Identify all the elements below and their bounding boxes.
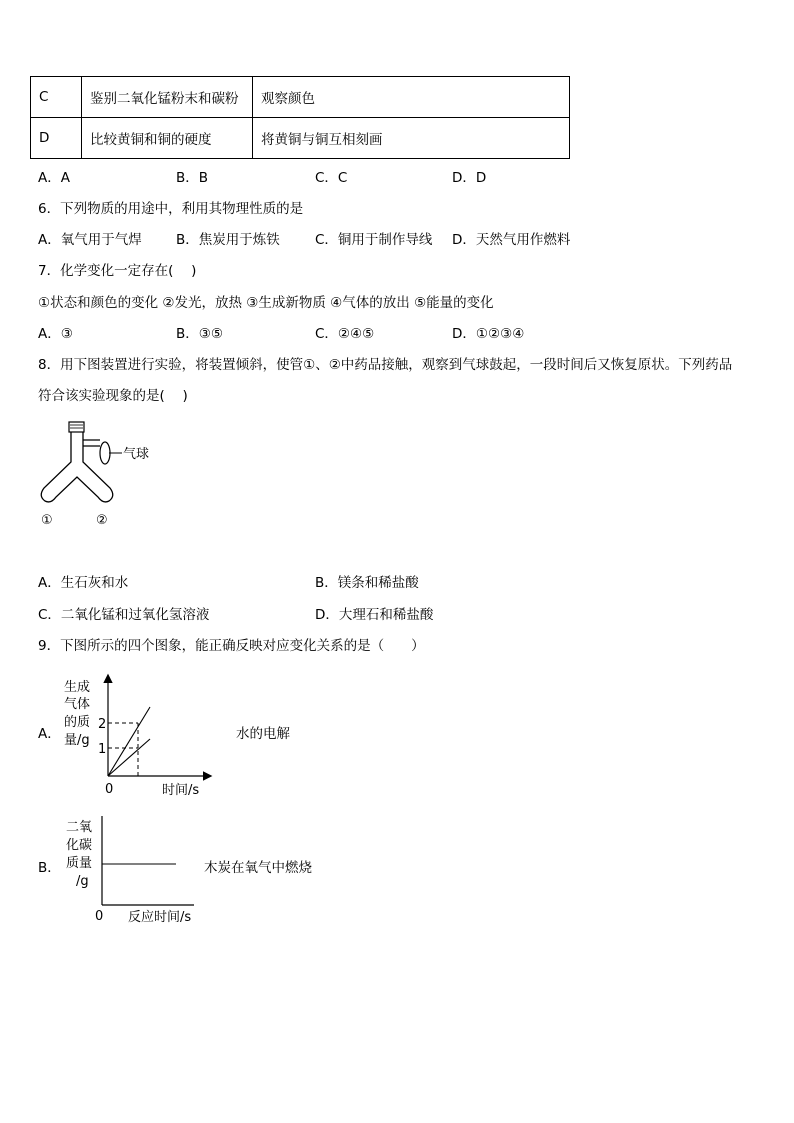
series-line-hydrogen <box>108 707 150 776</box>
q9-option-b-label[interactable]: B． <box>38 860 61 876</box>
table-cell-experiment: 比较黄铜和铜的硬度 <box>82 118 253 159</box>
balloon-label: 气球 <box>123 447 150 462</box>
y-axis-label: 二氧 化碳 质量 /g <box>66 820 93 889</box>
table-cell-label: D <box>31 118 82 159</box>
q7-option-b[interactable]: B．③⑤ <box>176 326 223 342</box>
table-cell-label: C <box>31 77 82 118</box>
graph-a-caption: 水的电解 <box>236 726 290 742</box>
x-axis-label: 反应时间/s <box>128 910 192 925</box>
series-line-oxygen <box>108 739 150 776</box>
q5-option-d[interactable]: D．D <box>452 170 487 186</box>
q6-option-b[interactable]: B．焦炭用于炼铁 <box>176 232 280 248</box>
graph-b-charcoal-burning <box>58 812 208 927</box>
tube-1-label: ① <box>41 513 53 528</box>
tube-2-label: ② <box>96 513 108 528</box>
q5-option-a[interactable]: A．A <box>38 170 70 186</box>
origin-label: 0 <box>95 909 104 924</box>
q8-option-c[interactable]: C．二氧化锰和过氧化氢溶液 <box>38 607 210 623</box>
graph-a-water-electrolysis <box>58 672 228 800</box>
options-table <box>30 76 570 159</box>
table-cell-method: 观察颜色 <box>253 77 570 118</box>
q9-option-a-label[interactable]: A． <box>38 726 61 742</box>
q6-option-d[interactable]: D．天然气用作燃料 <box>452 232 571 248</box>
q5-option-c[interactable]: C．C <box>315 170 348 186</box>
q6-stem: 6．下列物质的用途中，利用其物理性质的是 <box>38 201 304 217</box>
table-row <box>31 77 570 118</box>
table-cell-experiment: 鉴别二氧化锰粉末和碳粉 <box>82 77 253 118</box>
q7-option-c[interactable]: C．②④⑤ <box>315 326 375 342</box>
q8-option-a[interactable]: A．生石灰和水 <box>38 575 129 591</box>
q5-option-b[interactable]: B．B <box>176 170 209 186</box>
table-row <box>31 118 570 159</box>
q7-statements: ①状态和颜色的变化 ②发光，放热 ③生成新物质 ④气体的放出 ⑤能量的变化 <box>38 295 494 311</box>
origin-label: 0 <box>105 782 114 797</box>
q8-stem-line1: 8．用下图装置进行实验，将装置倾斜，使管①、②中药品接触，观察到气球鼓起，一段时间后又恢复原状。下列药品 <box>38 357 733 373</box>
q6-option-a[interactable]: A．氧气用于气焊 <box>38 232 142 248</box>
balloon <box>100 442 110 464</box>
y-axis-label: 生成 气体 的质 量/g <box>64 680 91 748</box>
x-axis-label: 时间/s <box>162 783 200 798</box>
y-tick-1: 1 <box>98 742 107 757</box>
q7-option-a[interactable]: A．③ <box>38 326 73 342</box>
q7-stem: 7．化学变化一定存在( ) <box>38 263 197 279</box>
y-tube-apparatus-figure <box>30 418 170 533</box>
q9-stem: 9．下图所示的四个图象，能正确反映对应变化关系的是（ ） <box>38 638 425 654</box>
q8-option-b[interactable]: B．镁条和稀盐酸 <box>315 575 419 591</box>
q8-option-d[interactable]: D．大理石和稀盐酸 <box>315 607 434 623</box>
q8-stem-line2: 符合该实验现象的是( ) <box>38 388 188 404</box>
y-tick-2: 2 <box>98 717 107 732</box>
stopper <box>69 422 84 432</box>
q6-option-c[interactable]: C．铜用于制作导线 <box>315 232 433 248</box>
q7-option-d[interactable]: D．①②③④ <box>452 326 525 342</box>
y-tube <box>41 432 113 502</box>
table-cell-method: 将黄铜与铜互相刻画 <box>253 118 570 159</box>
graph-b-caption: 木炭在氧气中燃烧 <box>204 860 312 876</box>
